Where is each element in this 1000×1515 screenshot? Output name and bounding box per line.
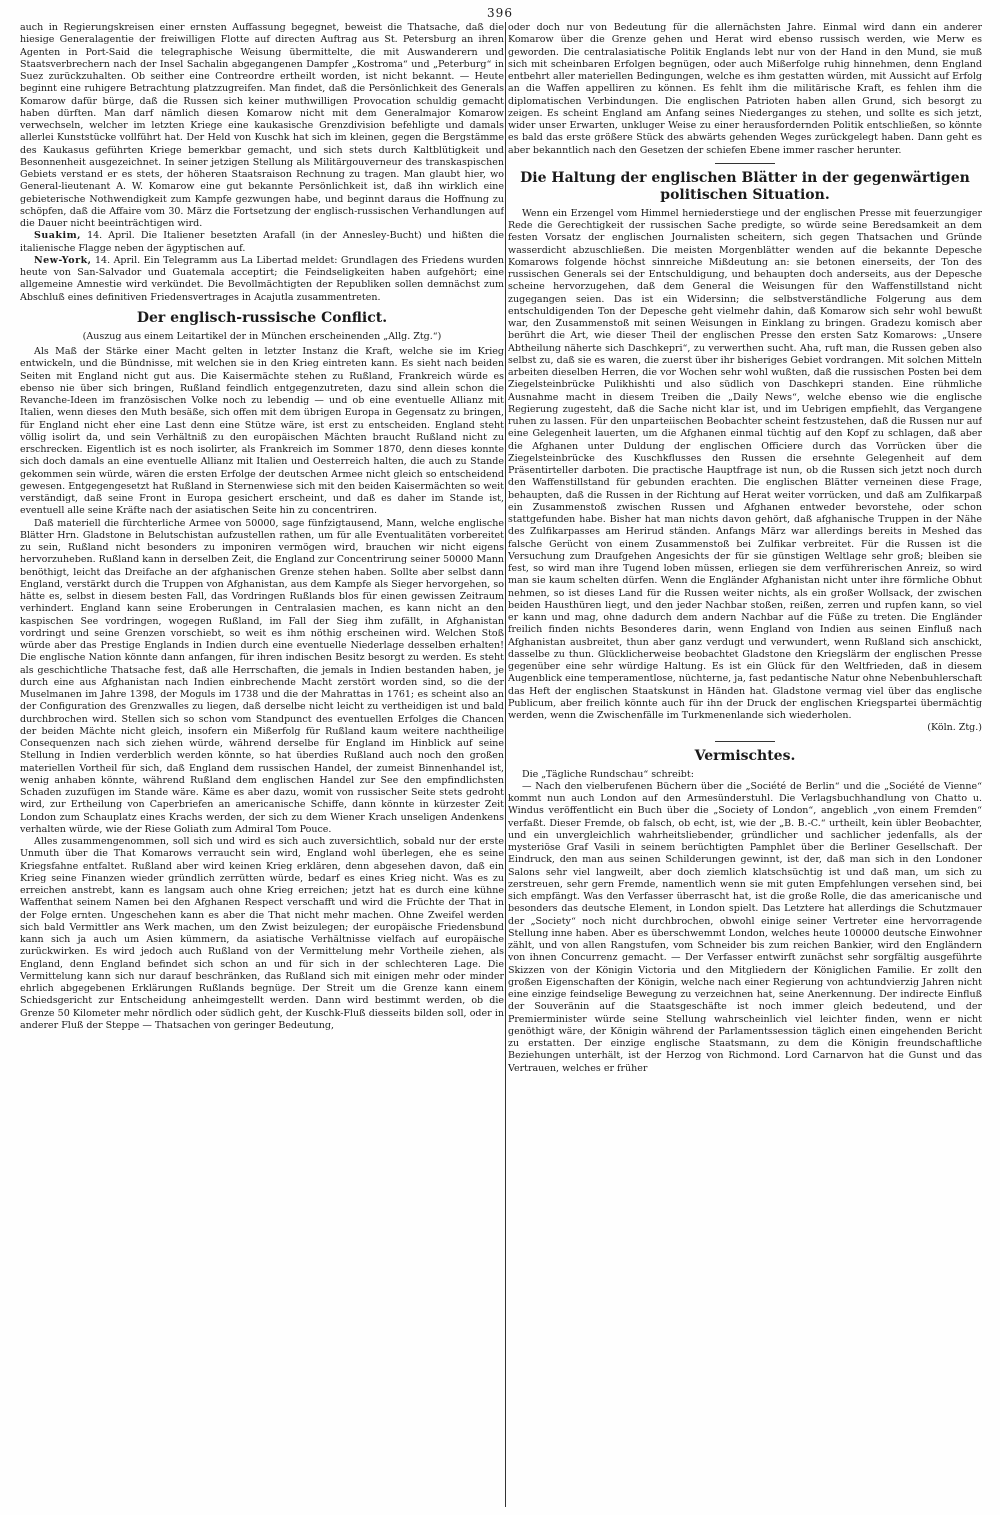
- misc-intro: Die „Tägliche Rundschau“ schreibt:: [522, 768, 694, 780]
- article-paragraph: Alles zusammengenommen, soll sich und wird es sich auch zuversichtlich, sobald nur der erste Unmuth über die That Komarows verraucht sein wird, England wohl überlegen, ehe es seine Kriegsfahne entfaltet. Rußland aber wird keinen Krieg erklären, denn abgesehen davon, daß ein Krieg seine Finanzen wieder gründlich zerrütten würde, bedarf es eines Krieg nicht. Was es zu erreichen anstrebt, kann es langsam auch ohne Krieg erreichen; jetzt hat es durch eine kühne Waffenthat seinem Namen bei den Afghanen Respect verschafft und wird die Früchte der That in der Folge ernten. Ungeschehen kann es aber die That nicht mehr machen. Ohne Zweifel werden sich bald Vermittler ans Werk machen, um den Zwist beizulegen; der europäische Friedensbund kann sich ja auch um Asien kümmern, da asiatische Verhältnisse vielfach auf europäische zurückwirken. Es wird jedoch auch Rußland von der Vermittelung mehr Vortheile ziehen, als England, denn England befindet sich schon an und für sich in der schlechteren Lage. Die Vermittelung kann sich nur darauf beschränken, das Rußland sich mit einigen mehr oder minder ehrlich abgegebenen Erklärungen Rußlands begnüge. Der Streit um die Grenze kann einem Schiedsgericht zur Entscheidung anheimgestellt werden. Dann wird bestimmt werden, ob die Grenze 50 Kilometer mehr nördlich oder südlich geht, der Kuschk-Fluß diesseits bilden soll, oder in anderer Fluß der Steppe — Thatsachen von geringer Bedeutung,: [20, 836, 504, 1031]
- news-item-suakim: [20, 230, 504, 255]
- right-column: [508, 22, 982, 1507]
- section-divider: [715, 741, 775, 742]
- news-item-newyork: [20, 255, 504, 304]
- dateline-place: Suakim,: [34, 230, 81, 242]
- section-title: Vermischtes.: [694, 747, 796, 764]
- article-title: Der englisch-russische Conflict.: [136, 309, 388, 326]
- section-divider: [715, 163, 775, 164]
- left-column: [20, 22, 504, 1507]
- page-number: 396: [487, 6, 513, 20]
- column-divider: [505, 22, 506, 1507]
- article-paragraph: oder doch nur von Bedeutung für die allernächsten Jahre. Einmal wird dann ein anderer Komarow über die Grenze gehen und Herat wird ebenso russisch werden, wie Merw es geworden. Die centralasiatische Politik Englands lebt nur von der Hand in den Mund, sie muß sich mit scheinbaren Erfolgen begnügen, oder auch Mißerfolge ruhig hinnehmen, denn England entbehrt aller materiellen Bedingungen, welche es ihm gestatten würden, mit Aussicht auf Erfolg an die Waffen appelliren zu können. Es fehlt ihm die militärische Kraft, es fehlen ihm die diplomatischen Verbindungen. Die englischen Patrioten haben allen Grund, sich besorgt zu zeigen. Es scheint England am Anfang seines Niederganges zu stehen, und sollte es sich jetzt, wider unser Erwarten, unkluger Weise zu einer herausfordernden Politik entschließen, so könnte es bald das erste größere Stück des abwärts gehenden Weges zurückgelegt haben. Dann geht es aber bekanntlich nach den Gesetzen der schiefen Ebene immer rascher herunter.: [508, 22, 982, 156]
- article-subtitle: (Auszug aus einem Leitartikel der in München erscheinenden „Allg. Ztg.“): [82, 330, 442, 342]
- article-paragraph: Als Maß der Stärke einer Macht gelten in letzter Instanz die Kraft, welche sie im Krieg entwickeln, und die Bündnisse, mit welchen sie in den Krieg eintreten kann. Es sieht nach beiden Seiten mit England nicht gut aus. Die Kaisermächte stehen zu Rußland, Frankreich würde es ebenso nie über sich bringen, Rußland feindlich entgegenzutreten, dazu sind allein schon die Revanche-Ideen im französischen Volke noch zu lebendig — und ob eine eventuelle Allianz mit Italien, wenn dieses den Muth besäße, sich offen mit dem übrigen Europa in Gegensatz zu bringen, für England nicht eher eine Last denn eine Stütze wäre, ist erst zu entscheiden. England steht völlig isolirt da, und sein Verhältniß zu den europäischen Mächten braucht Rußland nicht zu erschrecken. Eigentlich ist es noch isolirter, als Frankreich im Sommer 1870, denn dieses konnte sich doch damals an eine eventuelle Allianz mit Italien und Oesterreich halten, die auch zu Stande gekommen sein würde, wären die ersten Erfolge der deutschen Armee nicht gleich so entscheidend gewesen. Entgegengesetzt hat Rußland in Sternenwiese sich mit den beiden Kaisermächten so weit verständigt, daß seine Front in Europa gesichert erscheint, und daß es daher im Stande ist, eventuell alle seine Kräfte nach der asiatischen Seite hin zu concentriren.: [20, 346, 504, 517]
- dateline-place: New-York,: [34, 254, 92, 266]
- article-title: Die Haltung der englischen Blätter in der gegenwärtigen politischen Situation.: [520, 169, 970, 203]
- misc-paragraph: — Nach den vielberufenen Büchern über die „Société de Berlin“ und die „Société de Vienne“ kommt nun auch London auf den Armesünderstuhl. Die Verlagsbuchhandlung von Chatto u. Windus veröffentlicht ein Buch über die „Society of London“, angeblich „von einem Fremden“ verfaßt. Dieser Fremde, ob falsch, ob echt, ist, wie der „B. B.-C.“ urtheilt, kein übler Beobachter, und ein unvergleichlich wahrheitsliebender, gründlicher und sachlicher jedenfalls, als der mysteriöse Graf Vasili in seinem berüchtigten Pamphlet über die Berliner Gesellschaft. Der Eindruck, den man aus seinen Schilderungen gewinnt, ist der, daß man sich in den Londoner Salons sehr viel langweilt, aber doch ziemlich klatschsüchtig ist und daß man, um sich zu zerstreuen, sehr gern Fremde, namentlich wenn sie mit guten Empfehlungen versehen sind, bei sich empfängt. Was den Verfasser überrascht hat, ist die große Rolle, die das americanische und besonders das deutsche Element, in London spielt. Das Letztere hat allerdings die Schutzmauer der „Society“ noch nicht durchbrochen, obwohl einige seiner Vertreter eine hervorragende Stellung inne haben. Aber es überschwemmt London, welches heute 100000 deutsche Einwohner zählt, und von allen Rangstufen, vom Schneider bis zum reichen Bankier, wird den Engländern von ihnen Concurrenz gemacht. — Der Verfasser entwirft zunächst sehr sorgfältig ausgeführte Skizzen von der Königin Victoria und den Mitgliedern der Königlichen Familie. Er zollt den großen Eigenschaften der Königin, welche nach einer Regierung von achtundvierzig Jahren nicht eine einzige feindselige Bewegung zu verzeichnen hat, seine Anerkennung. Der indirecte Einfluß der Souveränin auf die Staatsgeschäfte ist noch immer gleich bedeutend, und der Premierminister würde seine Stellung wahrscheinlich viel leichter finden, wenn er nicht genöthigt wäre, der Königin während der Parlamentssession täglich einen eingehenden Bericht zu erstatten. Der einzige englische Staatsmann, zu dem die Königin freundschaftliche Beziehungen unterhält, ist der Herzog von Richmond. Lord Carnarvon hat die Gunst und das Vertrauen, welches er früher: [508, 780, 982, 1074]
- article-paragraph: Daß materiell die fürchterliche Armee von 50000, sage fünfzigtausend, Mann, welche englische Blätter Hrn. Gladstone in Belutschistan aufzustellen rathen, um für alle Eventualitäten vorbereitet zu sein, Rußland nicht besonders zu imponiren vermögen wird, brauchen wir nicht eigens hervorzuheben. Rußland kann in derselben Zeit, die England zur Concentrirung seiner 50000 Mann benöthigt, leicht das Dreifache an der afghanischen Grenze stehen haben. Sollte aber selbst dann England, verstärkt durch die Truppen von Afghanistan, aus dem Kampfe als Sieger hervorgehen, so hätte es, selbst in diesem besten Fall, das Vordringen Rußlands blos für einen gewissen Zeitraum verhindert. England kann seine Eroberungen in Centralasien machen, es kann nicht an den kaspischen See vordringen, wogegen Rußland, im Fall der Sieg ihm zufällt, in Afghanistan vordringt und seine Grenzen vorschiebt, so weit es ihm nöthig erscheinen wird. Welchen Stoß würde aber das Prestige Englands in Indien durch eine eventuelle Niederlage desselben erhalten! Die englische Nation könnte dann anfangen, für ihren indischen Besitz besorgt zu werden. Es steht als geschichtliche Thatsache fest, daß alle Herrschaften, die jemals in Indien bestanden haben, je durch eine aus Afghanistan nach Indien einbrechende Macht zerstört worden sind, so die der Muselmanen im Jahre 1398, der Moguls im 1738 und die der Mahrattas in 1761; es scheint also an der Configuration des Grenzwalles zu liegen, daß derselbe nicht leicht zu vertheidigen ist und bald durchbrochen wird. Stellen sich so schon vom Standpunct des eventuellen Erfolges die Chancen der beiden Mächte nicht gleich, insofern ein Mißerfolg für Rußland kaum weitere nachtheilige Consequenzen nach sich ziehen würde, während derselbe für England im Hinblick auf seine Stellung in Indien verderblich werden könnte, so hat überdies Rußland auch noch den großen materiellen Vortheil für sich, daß England dem russischen Handel, der zumeist Binnenhandel ist, wenig anhaben könnte, während Rußland dem englischen Handel zur See den empfindlichsten Schaden zuzufügen im Stande wäre. Käme es aber dazu, womit von russischer Seite stets gedroht wird, zur Ertheilung von Caperbriefen an americanische Schiffe, dann könnte in kürzester Zeit London zum Schauplatz eines Krachs werden, der sich zu dem Wiener Krach unseligen Andenkens verhalten würde, wie der Riese Goliath zum Admiral Tom Pouce.: [20, 517, 504, 835]
- article-source: (Köln. Ztg.): [927, 722, 982, 734]
- news-item-text: 14. April. Die Italiener besetzten Arafall (in der Annesley-Bucht) und hißten die italienische Flagge neben der ägyptischen auf.: [20, 230, 504, 254]
- article-paragraph: Wenn ein Erzengel vom Himmel herniederstiege und der englischen Presse mit feuerzungiger Rede die Gerechtigkeit der russischen Sache predigte, so würde seine Beredsamkeit an dem festen Vorsatz der englischen Journalisten scheitern, sich gegen Thatsachen und Gründe wasserdicht abzuschließen. Die meisten Morgenblätter wenden auf die bekannte Depesche Komarows folgende höchst sinnreiche Mißdeutung an: sie betonen einerseits, der Ton des russischen Generals sei der Entschuldigung, und behaupten doch anderseits, aus der Depesche scheine hervorzugehen, daß dem General die Weisungen für den Waffenstillstand nicht zugegangen seien. Das ist ein Widersinn; die selbstverständliche Folgerung aus dem entschuldigenden Ton der Depesche geht vielmehr dahin, daß Komarow sich sehr wohl bewußt war, den Zusammenstoß mit seinen Weisungen in Einklang zu bringen. Gradezu komisch aber berührt die Art, wie dieser Theil der englischen Presse den ersten Satz Komarows: „Unsere Abtheilung näherte sich Daschkepri“, zu verwerthen sucht. Aha, ruft man, die Russen geben also selbst zu, daß sie es waren, die zuerst über ihr bisheriges Gebiet vordrangen. Mit solchen Mitteln arbeiten dieselben Herren, die vor Wochen sehr wohl wußten, daß die russischen Posten bei dem Ziegelsteinbrücke Pulikhishti und also südlich von Daschkepri standen. Eine rühmliche Ausnahme macht in diesem Treiben die „Daily News“, welche ebenso wie die englische Regierung zugesteht, daß die Sache nicht klar ist, und im Uebrigen empfiehlt, das Vergangene ruhen zu lassen. Für den unparteiischen Beobachter scheint festzustehen, daß die Russen nur auf eine Gelegenheit lauerten, um die Afghanen einmal tüchtig auf den Kopf zu schlagen, daß aber die Afghanen unter Duldung der englischen Officiere durch das Vorrücken über die Ziegelsteinbrücke des Kuschkflusses den Russen die ersehnte Gelegenheit auf dem Präsentirteller darboten. Die practische Hauptfrage ist nun, ob die Russen sich jetzt noch durch den Waffenstillstand für gebunden erachten. Die englischen Blätter verneinen diese Frage, behaupten, daß die Russen in der Richtung auf Herat weiter vorrücken, und daß am Zulfikarpaß ein Zusammenstoß zwischen Russen und Afghanen entweder bevorstehe, oder schon stattgefunden habe. Bisher hat man nichts davon gehört, daß afghanische Truppen in der Nähe des Zulfikarpasses am Herirud ständen. Anfangs März war allerdings bereits in Meshed das falsche Gerücht von einem Zusammenstoß bei Zulfikar verbreitet. Für die Russen ist die Versuchung zum Draufgehen Angesichts der für sie günstigen Weltlage sehr groß; bleiben sie fest, so wird man ihre Tugend loben müssen, erliegen sie dem verführerischen Anreiz, so wird man sie kaum schelten dürfen. Wenn die Engländer Afghanistan nicht unter ihre förmliche Obhut nehmen, so ist dieses Land für die Russen weiter nichts, als ein großer Wollsack, der zwischen beiden Hausthüren liegt, und den jeder Nachbar stoßen, reißen, zerren und rupfen kann, so viel er kann und mag, ohne dadurch dem andern Nachbar auf die Füße zu treten. Die Engländer freilich finden nichts Besonderes darin, wenn England von Indien aus seinen Einfluß nach Afghanistan ausbreitet, thun aber ganz verdugt und verwundert, wenn Rußland sich anschickt, dasselbe zu thun. Glücklicherweise beobachtet Gladstone den Kriegslärm der englischen Presse gegenüber eine sehr würdige Haltung. Es ist ein Glück für den Weltfrieden, daß in diesem Augenblick eine temperamentlose, nüchterne, ja, fast pedantische Natur ohne Nebenbuhlerschaft das Heft der englischen Staatskunst in Händen hat. Gladstone vermag viel über das englische Publicum, aber freilich könnte auch für ihn der Druck der englischen Kriegspartei übermächtig werden, wenn die Zwischenfälle im Turkmenenlande sich wiederholen.: [508, 207, 982, 721]
- news-item-text: 14. April. Ein Telegramm aus La Libertad meldet: Grundlagen des Friedens wurden heute von San-Salvador und Guatemala acceptirt; die Feindseligkeiten haben aufgehört; eine allgemeine Amnestie wird verkündet. Die Bevollmächtigten der Republiken sollen demnächst zum Abschluß eines definitiven Friedensvertrages in Acajutla zusammentreten.: [20, 254, 504, 303]
- news-paragraph: auch in Regierungskreisen einer ernsten Auffassung begegnet, beweist die Thatsache, daß die hiesige Generalagentie der freiwilligen Flotte auf directen Auftrag aus St. Petersburg an ihren Agenten in Port-Said die telegraphische Weisung übermittelte, die mit Auswanderern und Staatsverbrechern nach der Insel Sachalin abgegangenen Dampfer „Kostroma“ und „Peterburg“ in Suez zurückzuhalten. Ob seither eine Contreordre ertheilt worden, ist nicht bekannt. — Heute beginnt eine ruhigere Betrachtung platzzugreifen. Man findet, daß die Persönlichkeit des Generals Komarow dafür bürge, daß die Russen sich keiner muthwilligen Provocation schuldig gemacht haben dürften. Man darf nämlich diesen Komarow nicht mit dem Generalmajor Komarow verwechseln, welcher im letzten Kriege eine kaukasische Grenzdivision befehligte und damals allerlei Kunststücke vollführt hat. Der Held von Kuschk hat sich im kleinen, gegen die Bergstämme des Kaukasus geführten Kriege bemerkbar gemacht, und sich stets durch Kaltblütigkeit und Besonnenheit ausgezeichnet. In seiner jetzigen Stellung als Militärgouverneur des transkaspischen Gebiets verstand er es stets, der höheren Staatsraison Rechnung zu tragen. Man glaubt hier, wo General-lieutenant A. W. Komarow eine gut bekannte Persönlichkeit ist, daß ihn wirklich eine gebieterische Nothwendigkeit zum Kampfe gezwungen habe, und beginnt daraus die Hoffnung zu schöpfen, daß die Affaire vom 30. März die Fortsetzung der englisch-russischen Verhandlungen auf die Dauer nicht beeinträchtigen wird.: [20, 22, 504, 229]
